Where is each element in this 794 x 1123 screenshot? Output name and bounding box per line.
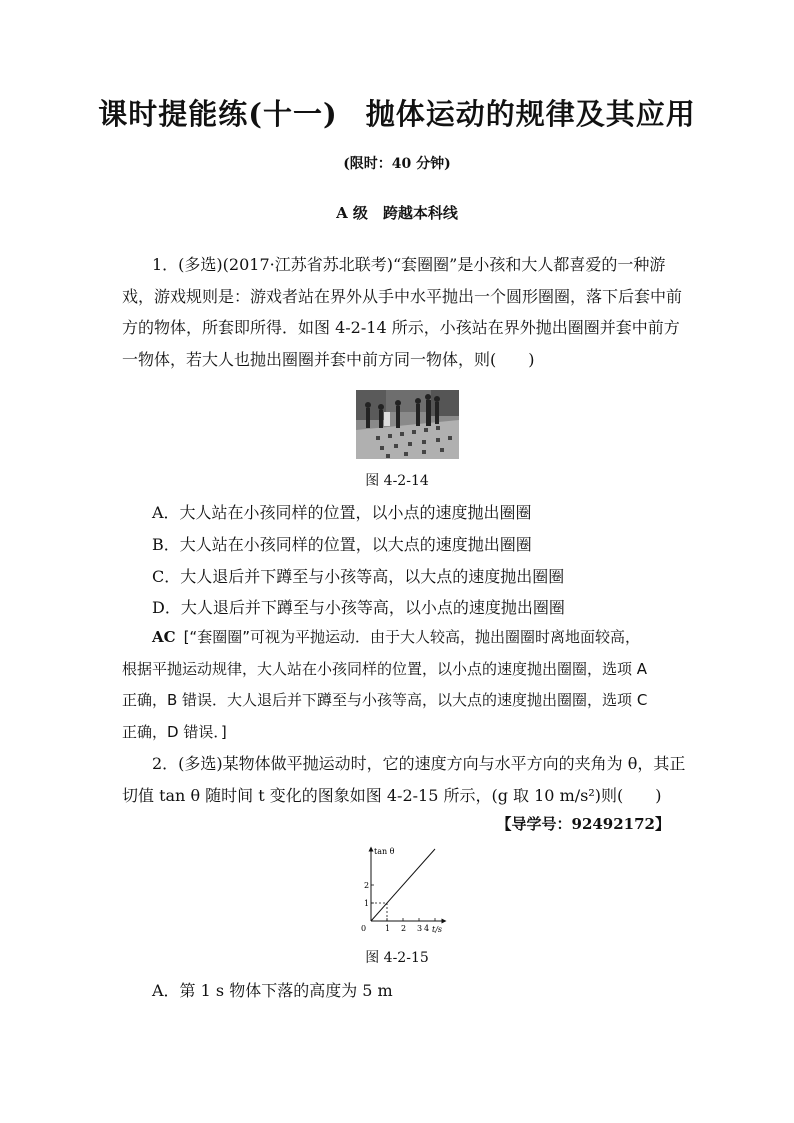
q1-answer-line: 正确，D 错误．] <box>122 722 227 741</box>
figure-caption-4-2-14: 图 4-2-14 <box>365 473 429 489</box>
q1-stem-line: 1．(多选)(2017·江苏省苏北联考)“套圈圈”是小孩和大人都喜爱的一种游 <box>152 255 666 274</box>
section-level: A 级 跨越本科线 <box>336 204 458 222</box>
title-subtitle: 抛体运动的规律及其应用 <box>365 97 696 131</box>
q2-stem <box>122 748 686 811</box>
q1-option-c: C．大人退后并下蹲至与小孩等高，以大点的速度抛出圈圈 <box>152 567 565 586</box>
y-tick-label-1: 1 <box>364 899 370 908</box>
q1-answer-key: AC <box>152 628 176 646</box>
q2-stem-line: 切值 tan θ 随时间 t 变化的图象如图 4-2-15 所示，(g 取 10 m/s²)则( ) <box>122 785 662 805</box>
y-tick-label-2: 2 <box>364 881 370 890</box>
q1-answer-line: 根据平抛运动规律，大人站在小孩同样的位置，以小点的速度抛出圈圈，选项 A <box>122 659 648 678</box>
figure-graph-tan-theta <box>358 843 450 935</box>
origin-label: 0 <box>361 924 367 933</box>
reference-number: 【导学号：92492172】 <box>496 815 670 833</box>
page-title <box>0 92 794 133</box>
q1-option-b: B．大人站在小孩同样的位置，以大点的速度抛出圈圈 <box>152 535 532 554</box>
q1-answer-line: 正确，B 错误．大人退后并下蹲至与小孩等高，以大点的速度抛出圈圈，选项 C <box>122 691 648 709</box>
q1-stem-line: 方的物体，所套即所得．如图 4-2-14 所示，小孩站在界外抛出圈圈并套中前方 <box>122 318 680 337</box>
q1-stem-line: 戏，游戏规则是：游戏者站在界外从手中水平抛出一个圆形圈圈，落下后套中前 <box>122 286 683 306</box>
figure-caption-4-2-15: 图 4-2-15 <box>365 950 429 966</box>
figure-photo-ring-toss <box>356 390 459 459</box>
data-line <box>371 849 435 921</box>
q1-answer-line: AC [“套圈圈”可视为平抛运动．由于大人较高，抛出圈圈时离地面较高， <box>152 628 640 646</box>
q1-stem <box>122 249 683 375</box>
y-axis-label: tan θ <box>374 847 395 856</box>
x-axis-label: t/s <box>432 925 443 934</box>
q1-option-a: A．大人站在小孩同样的位置，以小点的速度抛出圈圈 <box>152 503 532 522</box>
x-tick-label-2: 2 <box>401 924 407 933</box>
q2-stem-line: 2．(多选)某物体做平抛运动时，它的速度方向与水平方向的夹角为 θ，其正 <box>152 754 686 773</box>
x-tick-label-1: 1 <box>385 924 391 933</box>
q1-stem-line: 一物体，若大人也抛出圈圈并套中前方同一物体，则( ) <box>122 349 535 369</box>
q2-option-a: A．第 1 s 物体下落的高度为 5 m <box>152 981 393 1000</box>
q1-option-d: D．大人退后并下蹲至与小孩等高，以小点的速度抛出圈圈 <box>152 598 565 617</box>
time-limit: (限时：40 分钟) <box>343 156 451 172</box>
title-main: 课时提能练(十一) <box>98 97 338 131</box>
x-tick-label-4: 4 <box>424 924 430 933</box>
q1-answer <box>122 622 674 748</box>
x-tick-label-3: 3 <box>417 924 423 933</box>
